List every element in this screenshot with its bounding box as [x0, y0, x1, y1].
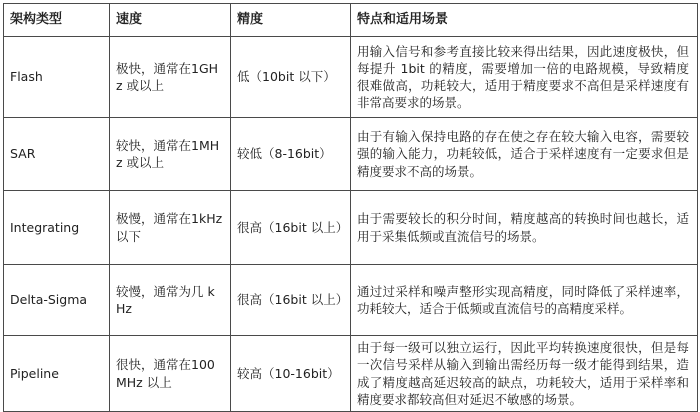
- header-features-and-scenarios: 特点和适用场景: [351, 4, 698, 37]
- adc-architecture-comparison-table: [3, 3, 697, 408]
- cell-speed: 极慢，通常在1kHz 以下: [110, 191, 231, 265]
- cell-speed: 较快，通常在1MHz 或以上: [110, 118, 231, 191]
- header-precision: 精度: [231, 4, 351, 37]
- cell-precision: 较低（8-16bit）: [231, 118, 351, 191]
- cell-architecture-type: Delta-Sigma: [4, 265, 110, 336]
- cell-speed: 很快，通常在100MHz 以上: [110, 336, 231, 412]
- header-speed: 速度: [110, 4, 231, 37]
- cell-architecture-type: Pipeline: [4, 336, 110, 412]
- cell-precision: 很高（16bit 以上）: [231, 191, 351, 265]
- cell-architecture-type: SAR: [4, 118, 110, 191]
- cell-description: 由于每一级可以独立运行，因此平均转换速度很快，但是每一次信号采样从输入到输出需经历每一级才能得到结果，造成了精度越高延迟较高的缺点，功耗较大，适用于采样率和精度要求都较高但对延迟不敏感的场景。: [351, 336, 698, 412]
- comparison-table: [3, 3, 698, 412]
- cell-architecture-type: Flash: [4, 37, 110, 118]
- cell-description: 由于有输入保持电路的存在使之存在较大输入电容，需要较强的输入能力，功耗较低，适合于采样速度有一定要求但是精度要求不高的场景。: [351, 118, 698, 191]
- cell-architecture-type: Integrating: [4, 191, 110, 265]
- header-architecture-type: 架构类型: [4, 4, 110, 37]
- cell-description: 用输入信号和参考直接比较来得出结果，因此速度极快，但每提升 1bit 的精度，需要增加一倍的电路规模，导致精度很难做高，功耗较大，适用于精度要求不高但是采样速度有非常高要求的场景。: [351, 37, 698, 118]
- table-row-delta-sigma: [4, 265, 698, 336]
- cell-precision: 低（10bit 以下）: [231, 37, 351, 118]
- cell-precision: 较高（10-16bit）: [231, 336, 351, 412]
- cell-precision: 很高（16bit 以上）: [231, 265, 351, 336]
- table-row-flash: [4, 37, 698, 118]
- table-row-sar: [4, 118, 698, 191]
- cell-description: 通过过采样和噪声整形实现高精度，同时降低了采样速率，功耗较大，适合于低频或直流信号的高精度采样。: [351, 265, 698, 336]
- cell-description: 由于需要较长的积分时间，精度越高的转换时间也越长，适用于采集低频或直流信号的场景。: [351, 191, 698, 265]
- header-row: [4, 4, 698, 37]
- table-row-integrating: [4, 191, 698, 265]
- table-row-pipeline: [4, 336, 698, 412]
- cell-speed: 较慢，通常为几 kHz: [110, 265, 231, 336]
- cell-speed: 极快，通常在1GHz 或以上: [110, 37, 231, 118]
